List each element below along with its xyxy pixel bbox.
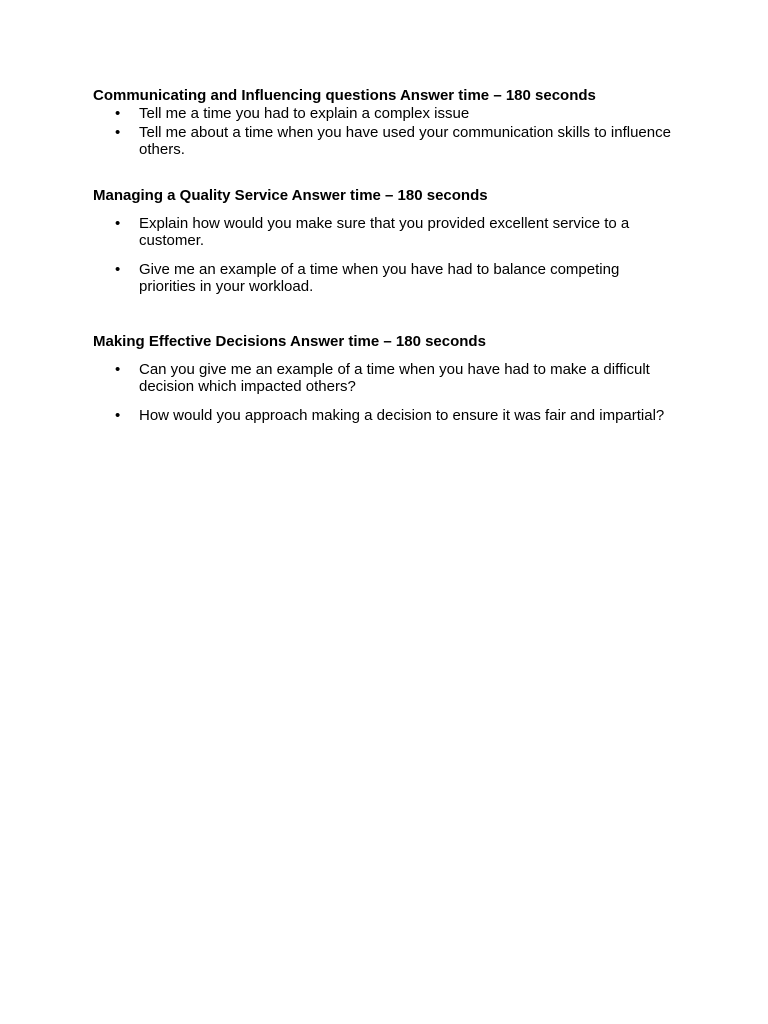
question-text: Tell me a time you had to explain a complex issue [139, 105, 470, 122]
section-heading-effective-decisions: Making Effective Decisions Answer time – 180 seconds [93, 333, 486, 350]
list-item [115, 124, 675, 158]
question-text: Can you give me an example of a time when you have had to make a difficult decision which impacted others? [139, 361, 650, 395]
question-text: Explain how would you make sure that you provided excellent service to a customer. [139, 215, 630, 249]
list-item [115, 105, 675, 122]
section-heading-quality-service: Managing a Quality Service Answer time – 180 seconds [93, 187, 488, 204]
question-text: Give me an example of a time when you have had to balance competing priorities in your workload. [139, 261, 620, 295]
bullet-icon: • [115, 407, 121, 424]
list-item [115, 261, 675, 295]
bullet-icon: • [115, 105, 121, 122]
list-item [115, 215, 675, 249]
question-text: How would you approach making a decision to ensure it was fair and impartial? [139, 407, 665, 424]
bullet-icon: • [115, 124, 121, 141]
section-heading-communicating: Communicating and Influencing questions Answer time – 180 seconds [93, 87, 596, 104]
question-text: Tell me about a time when you have used your communication skills to influence others. [139, 124, 671, 158]
bullet-icon: • [115, 261, 121, 278]
bullet-icon: • [115, 215, 121, 232]
list-item [115, 407, 675, 424]
list-item [115, 361, 675, 395]
bullet-icon: • [115, 361, 121, 378]
